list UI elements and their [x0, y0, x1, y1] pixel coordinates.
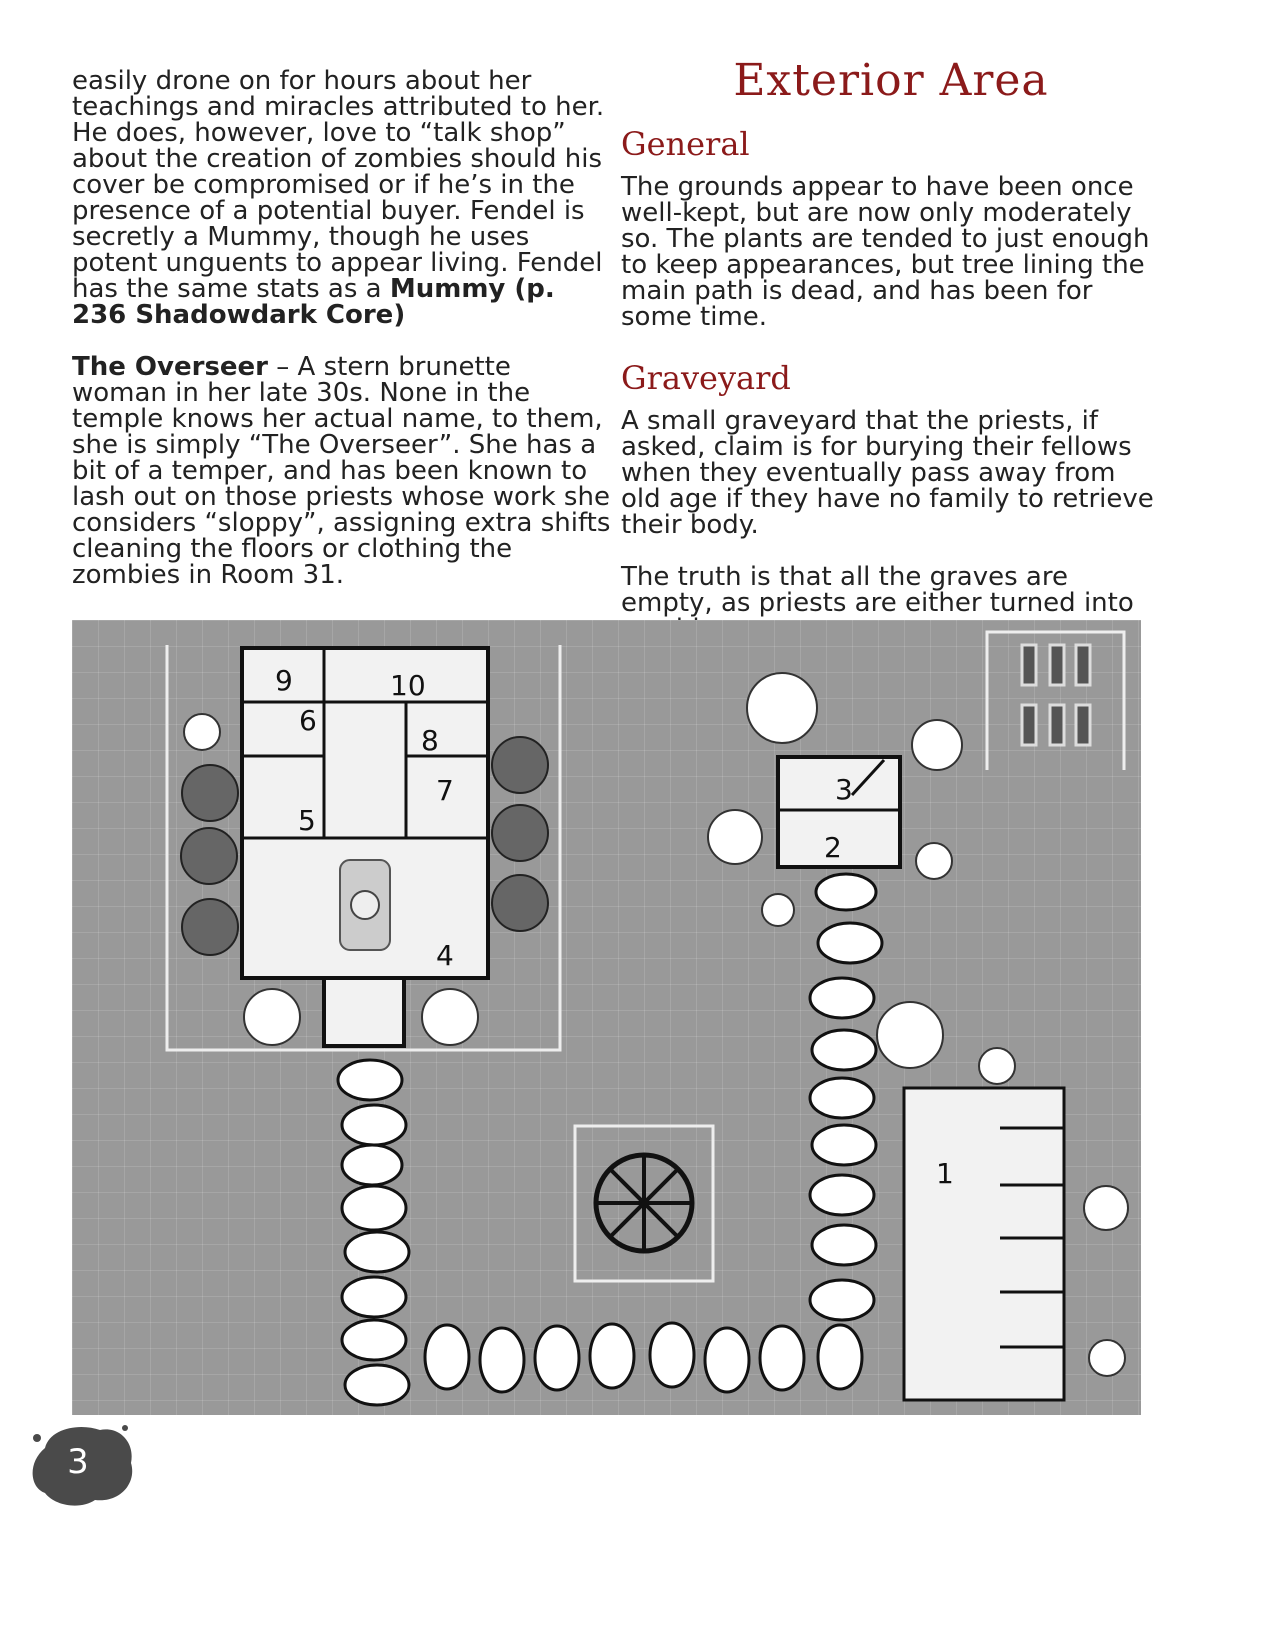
room-label-1: 1	[936, 1157, 954, 1190]
room-label-3: 3	[835, 773, 853, 806]
page-number: 3	[67, 1442, 89, 1482]
graveyard-heading: Graveyard	[621, 359, 791, 397]
right-column	[621, 55, 1161, 642]
room-label-9: 9	[275, 664, 293, 697]
exterior-area-title: Exterior Area	[733, 55, 1049, 106]
overseer-paragraph	[72, 354, 612, 588]
graveyard-text: A small graveyard that the priests, if asked, claim is for burying their fellows when they eventually pass away from old age if they have no family to retrieve their body.	[621, 406, 1154, 540]
room-label-10: 10	[390, 669, 426, 702]
building-one	[904, 1088, 1064, 1400]
mummy-reference: Mummy (p. 236 Shadowdark Core)	[72, 274, 555, 330]
graveyard	[987, 632, 1124, 770]
room-label-4: 4	[436, 939, 454, 972]
fendel-text: easily drone on for hours about her teachings and miracles attributed to her. He does, however, love to “talk shop” about the creation of zombies should his cover be compromised or if he’s in the presence of a potential buyer. Fendel is secretly a Mummy, though he uses potent unguents to appear living. Fendel has the same stats as a	[72, 66, 605, 304]
left-column	[72, 68, 612, 588]
dead-tree	[575, 1126, 713, 1281]
overseer-name: The Overseer	[72, 352, 269, 382]
room-label-6: 6	[299, 704, 317, 737]
general-heading: General	[621, 125, 750, 163]
room-label-8: 8	[421, 724, 439, 757]
exterior-map	[72, 620, 1141, 1415]
graveyard-truth-text: The truth is that all the graves are empty, as priests are either turned into	[621, 562, 1134, 618]
room-label-7: 7	[436, 774, 454, 807]
room-label-2: 2	[824, 831, 842, 864]
map-drawing	[72, 620, 1141, 1415]
overseer-text: – A stern brunette woman in her late 30s. None in the temple knows her actual name, to them, she is simply “The Overseer”. She has a bit of a temper, and has been known to lash out on those priests whose work she considers “sloppy”, assigning extra shifts cleaning the floors or clothing the zombies in Room 31.	[72, 352, 611, 590]
room-label-5: 5	[298, 804, 316, 837]
general-text: The grounds appear to have been once well-kept, but are now only moderately so. The plants are tended to just enough to keep appearances, but tree lining the main path is dead, and has been for some time.	[621, 172, 1150, 332]
temple-building	[242, 648, 488, 1046]
fendel-paragraph	[72, 68, 612, 328]
